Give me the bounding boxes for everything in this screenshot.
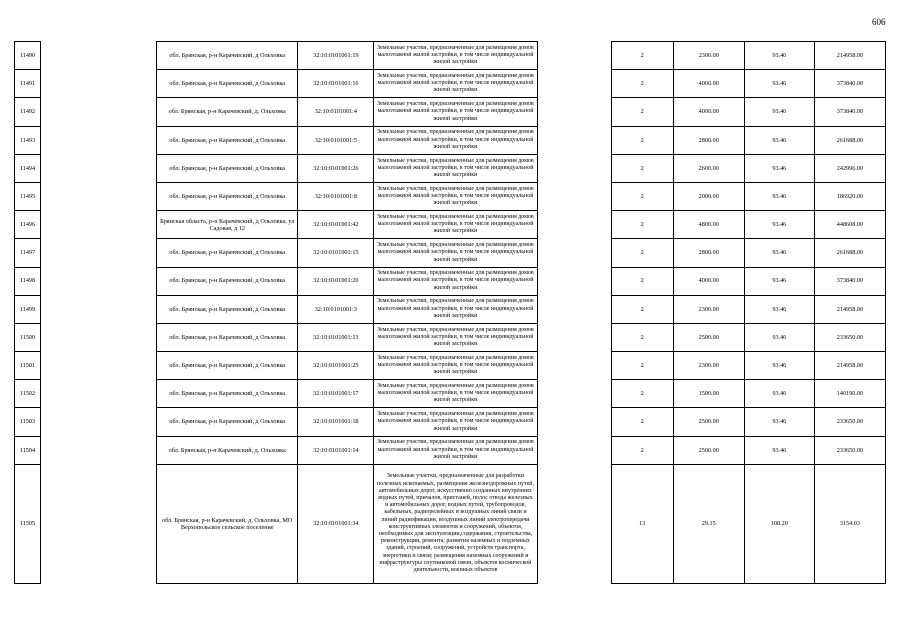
address-cell: обл. Брянская, р-н Карачевский, д Ольховка [157, 239, 298, 267]
land-use-cell: Земельные участки, предназначенные для размещения домов малоэтажной жилой застройки, в том числе индивидуальной жилой застройки [374, 408, 537, 436]
land-use-cell: Земельные участки, предназначенные для размещения домов малоэтажной жилой застройки, в том числе индивидуальной жилой застройки [374, 98, 537, 126]
spacer-cell [41, 42, 157, 70]
table-row [15, 126, 886, 154]
specific-value-cell: 93.46 [744, 70, 814, 98]
record-number-cell: 11505 [15, 464, 41, 583]
spacer-cell [537, 408, 611, 436]
table-row [15, 154, 886, 182]
cadastral-value-table [14, 41, 886, 584]
record-number-cell: 11492 [15, 98, 41, 126]
cadastral-value-cell: 448608.00 [814, 211, 885, 239]
group-code-cell: 2 [611, 70, 673, 98]
specific-value-cell: 108.20 [744, 464, 814, 583]
cadastral-number-cell: 32:10:0101001:16 [298, 70, 374, 98]
table-row [15, 42, 886, 70]
cadastral-value-cell: 214958.00 [814, 352, 885, 380]
area-cell: 4000.00 [673, 70, 744, 98]
cadastral-value-cell: 373840.00 [814, 70, 885, 98]
address-cell: обл. Брянская, р-н Карачевский, д. Ольховка [157, 436, 298, 464]
cadastral-value-cell: 233650.00 [814, 323, 885, 351]
cadastral-value-cell: 186920.00 [814, 182, 885, 210]
cadastral-value-cell: 261688.00 [814, 239, 885, 267]
land-use-cell: Земельные участки, предназначенные для размещения домов малоэтажной жилой застройки, в том числе индивидуальной жилой застройки [374, 126, 537, 154]
address-cell: обл. Брянская, р-н Карачевский, д Ольховка [157, 126, 298, 154]
group-code-cell: 13 [611, 464, 673, 583]
spacer-cell [41, 154, 157, 182]
cadastral-value-cell: 242996.00 [814, 154, 885, 182]
group-code-cell: 2 [611, 98, 673, 126]
spacer-cell [41, 70, 157, 98]
table-row [15, 295, 886, 323]
cadastral-number-cell: 32:10:0101001:5 [298, 126, 374, 154]
cadastral-number-cell: 32:10:0101001:13 [298, 323, 374, 351]
cadastral-number-cell: 32:10:0101001:19 [298, 42, 374, 70]
group-code-cell: 2 [611, 436, 673, 464]
address-cell: Брянская область, р-н Карачевский, д Ольховка, ул Садовая, д 12 [157, 211, 298, 239]
spacer-cell [41, 380, 157, 408]
group-code-cell: 2 [611, 352, 673, 380]
group-code-cell: 2 [611, 323, 673, 351]
cadastral-value-cell: 373840.00 [814, 98, 885, 126]
cadastral-number-cell: 32:10:0101001:20 [298, 267, 374, 295]
land-use-cell: Земельные участки, предназначенные для размещения домов малоэтажной жилой застройки, в том числе индивидуальной жилой застройки [374, 380, 537, 408]
cadastral-number-cell: 32:10:0101001:15 [298, 239, 374, 267]
address-cell: обл. Брянская, р-н Карачевский, д Ольховка [157, 182, 298, 210]
spacer-cell [41, 436, 157, 464]
record-number-cell: 11503 [15, 408, 41, 436]
area-cell: 4000.00 [673, 98, 744, 126]
cadastral-number-cell: 32:10:0101001:34 [298, 464, 374, 583]
record-number-cell: 11493 [15, 126, 41, 154]
area-cell: 2800.00 [673, 126, 744, 154]
group-code-cell: 2 [611, 267, 673, 295]
specific-value-cell: 93.46 [744, 239, 814, 267]
spacer-cell [537, 182, 611, 210]
spacer-cell [41, 126, 157, 154]
area-cell: 2800.00 [673, 239, 744, 267]
land-use-cell: Земельные участки, предназначенные для размещения домов малоэтажной жилой застройки, в том числе индивидуальной жилой застройки [374, 239, 537, 267]
cadastral-number-cell: 32:10:0101001:17 [298, 380, 374, 408]
spacer-cell [537, 295, 611, 323]
cadastral-value-cell: 373840.00 [814, 267, 885, 295]
address-cell: обл. Брянская, р-н Карачевский, д Ольховка [157, 408, 298, 436]
land-use-cell: Земельные участки, предназначенные для размещения домов малоэтажной жилой застройки, в том числе индивидуальной жилой застройки [374, 352, 537, 380]
table-row [15, 436, 886, 464]
record-number-cell: 11500 [15, 323, 41, 351]
area-cell: 1500.00 [673, 380, 744, 408]
land-use-cell: Земельные участки, предназначенные для размещения домов малоэтажной жилой застройки, в том числе индивидуальной жилой застройки [374, 182, 537, 210]
group-code-cell: 2 [611, 380, 673, 408]
table-row [15, 352, 886, 380]
spacer-cell [537, 126, 611, 154]
address-cell: обл. Брянская, р-н Карачевский, д Ольховка [157, 352, 298, 380]
address-cell: обл. Брянская, р-н Карачевский, д Ольховка [157, 295, 298, 323]
spacer-cell [41, 98, 157, 126]
area-cell: 2500.00 [673, 436, 744, 464]
area-cell: 2500.00 [673, 323, 744, 351]
address-cell: обл. Брянская, р-н Карачевский, д Ольховка [157, 323, 298, 351]
area-cell: 2300.00 [673, 42, 744, 70]
group-code-cell: 2 [611, 239, 673, 267]
specific-value-cell: 93.46 [744, 408, 814, 436]
address-cell: обл. Брянская, р-н Карачевский, д Ольховка [157, 42, 298, 70]
cadastral-number-cell: 32:10:0101001:4 [298, 98, 374, 126]
group-code-cell: 2 [611, 408, 673, 436]
specific-value-cell: 93.46 [744, 182, 814, 210]
address-cell: обл. Брянская, р-н Карачевский, д. Ольховка [157, 98, 298, 126]
group-code-cell: 2 [611, 295, 673, 323]
table-row [15, 211, 886, 239]
record-number-cell: 11504 [15, 436, 41, 464]
cadastral-number-cell: 32:10:0101001:3 [298, 295, 374, 323]
table-row [15, 70, 886, 98]
table-row [15, 267, 886, 295]
specific-value-cell: 93.46 [744, 154, 814, 182]
cadastral-value-cell: 233650.00 [814, 408, 885, 436]
spacer-cell [537, 323, 611, 351]
area-cell: 2600.00 [673, 154, 744, 182]
record-number-cell: 11499 [15, 295, 41, 323]
spacer-cell [41, 352, 157, 380]
cadastral-value-cell: 214958.00 [814, 42, 885, 70]
record-number-cell: 11490 [15, 42, 41, 70]
spacer-cell [537, 380, 611, 408]
table-row [15, 239, 886, 267]
land-use-cell: Земельные участки, предназначенные для разработки полезных ископаемых, размещения железнодорожных путей, автомобильных дорог, искусственно созданных внутренних водных путей, причалов, пристаней, полос отвода железных и автомобильных дорог, водных путей, трубопроводов, кабельных, радиорелейных и воздушных линий связи и линий радиофикации, воздушных линий электропередачи конструктивных элементов и сооружений, объектов, необходимых для эксплуатации,содержания, строительства, реконструкции, ремонта, развития наземных и подземных зданий, строений, сооружений, устройств транспорта, энергетики и связи; размещения наземных сооружений и инфраструктуры спутниковой связи, объектов космической деятельности, военных объектов [374, 464, 537, 583]
record-number-cell: 11501 [15, 352, 41, 380]
cadastral-value-cell: 214958.00 [814, 295, 885, 323]
specific-value-cell: 93.46 [744, 352, 814, 380]
spacer-cell [41, 295, 157, 323]
spacer-cell [41, 211, 157, 239]
cadastral-number-cell: 32:10:0101001:14 [298, 436, 374, 464]
record-number-cell: 11497 [15, 239, 41, 267]
specific-value-cell: 93.46 [744, 295, 814, 323]
specific-value-cell: 93.46 [744, 267, 814, 295]
specific-value-cell: 93.46 [744, 436, 814, 464]
cadastral-number-cell: 32:10:0101001:25 [298, 352, 374, 380]
land-use-cell: Земельные участки, предназначенные для размещения домов малоэтажной жилой застройки, в том числе индивидуальной жилой застройки [374, 436, 537, 464]
land-use-cell: Земельные участки, предназначенные для размещения домов малоэтажной жилой застройки, в том числе индивидуальной жилой застройки [374, 70, 537, 98]
area-cell: 2300.00 [673, 352, 744, 380]
land-use-cell: Земельные участки, предназначенные для размещения домов малоэтажной жилой застройки, в том числе индивидуальной жилой застройки [374, 211, 537, 239]
table-row [15, 182, 886, 210]
address-cell: обл. Брянская, р-н Карачевский, д Ольховка [157, 380, 298, 408]
record-number-cell: 11495 [15, 182, 41, 210]
spacer-cell [537, 464, 611, 583]
cadastral-number-cell: 32:10:0101001:42 [298, 211, 374, 239]
spacer-cell [537, 154, 611, 182]
spacer-cell [41, 239, 157, 267]
spacer-cell [537, 239, 611, 267]
record-number-cell: 11496 [15, 211, 41, 239]
address-cell: обл. Брянская, р-н Карачевский, д Ольховка [157, 267, 298, 295]
cadastral-value-cell: 3154.03 [814, 464, 885, 583]
spacer-cell [537, 42, 611, 70]
address-cell: обл. Брянская, р-н Карачевский, д. Ольховка, МО Верхопольское сельское поселение [157, 464, 298, 583]
specific-value-cell: 93.46 [744, 126, 814, 154]
spacer-cell [537, 98, 611, 126]
spacer-cell [41, 464, 157, 583]
spacer-cell [41, 323, 157, 351]
land-use-cell: Земельные участки, предназначенные для размещения домов малоэтажной жилой застройки, в том числе индивидуальной жилой застройки [374, 295, 537, 323]
land-use-cell: Земельные участки, предназначенные для размещения домов малоэтажной жилой застройки, в том числе индивидуальной жилой застройки [374, 42, 537, 70]
cadastral-number-cell: 32:10:0101001:8 [298, 182, 374, 210]
cadastral-number-cell: 32:10:0101001:26 [298, 154, 374, 182]
area-cell: 4800.00 [673, 211, 744, 239]
area-cell: 2500.00 [673, 408, 744, 436]
land-use-cell: Земельные участки, предназначенные для размещения домов малоэтажной жилой застройки, в том числе индивидуальной жилой застройки [374, 154, 537, 182]
spacer-cell [41, 408, 157, 436]
group-code-cell: 2 [611, 126, 673, 154]
specific-value-cell: 93.46 [744, 211, 814, 239]
spacer-cell [537, 70, 611, 98]
table-row [15, 380, 886, 408]
specific-value-cell: 93.46 [744, 42, 814, 70]
table-row [15, 464, 886, 583]
page-number: 606 [872, 17, 886, 27]
spacer-cell [537, 352, 611, 380]
record-number-cell: 11498 [15, 267, 41, 295]
area-cell: 29.15 [673, 464, 744, 583]
area-cell: 4000.00 [673, 267, 744, 295]
group-code-cell: 2 [611, 154, 673, 182]
address-cell: обл. Брянская, р-н Карачевский, д Ольховка [157, 70, 298, 98]
specific-value-cell: 93.46 [744, 323, 814, 351]
group-code-cell: 2 [611, 182, 673, 210]
address-cell: обл. Брянская, р-н Карачевский, д Ольховка [157, 154, 298, 182]
cadastral-number-cell: 32:10:0101001:18 [298, 408, 374, 436]
table-row [15, 408, 886, 436]
spacer-cell [41, 267, 157, 295]
specific-value-cell: 93.46 [744, 98, 814, 126]
table-row [15, 98, 886, 126]
area-cell: 2000.00 [673, 182, 744, 210]
spacer-cell [537, 211, 611, 239]
table-row [15, 323, 886, 351]
cadastral-value-cell: 140190.00 [814, 380, 885, 408]
specific-value-cell: 93.46 [744, 380, 814, 408]
group-code-cell: 2 [611, 211, 673, 239]
land-use-cell: Земельные участки, предназначенные для размещения домов малоэтажной жилой застройки, в том числе индивидуальной жилой застройки [374, 267, 537, 295]
record-number-cell: 11494 [15, 154, 41, 182]
land-use-cell: Земельные участки, предназначенные для размещения домов малоэтажной жилой застройки, в том числе индивидуальной жилой застройки [374, 323, 537, 351]
area-cell: 2300.00 [673, 295, 744, 323]
record-number-cell: 11491 [15, 70, 41, 98]
spacer-cell [41, 182, 157, 210]
cadastral-value-cell: 261688.00 [814, 126, 885, 154]
record-number-cell: 11502 [15, 380, 41, 408]
spacer-cell [537, 267, 611, 295]
group-code-cell: 2 [611, 42, 673, 70]
cadastral-value-cell: 233650.00 [814, 436, 885, 464]
spacer-cell [537, 436, 611, 464]
